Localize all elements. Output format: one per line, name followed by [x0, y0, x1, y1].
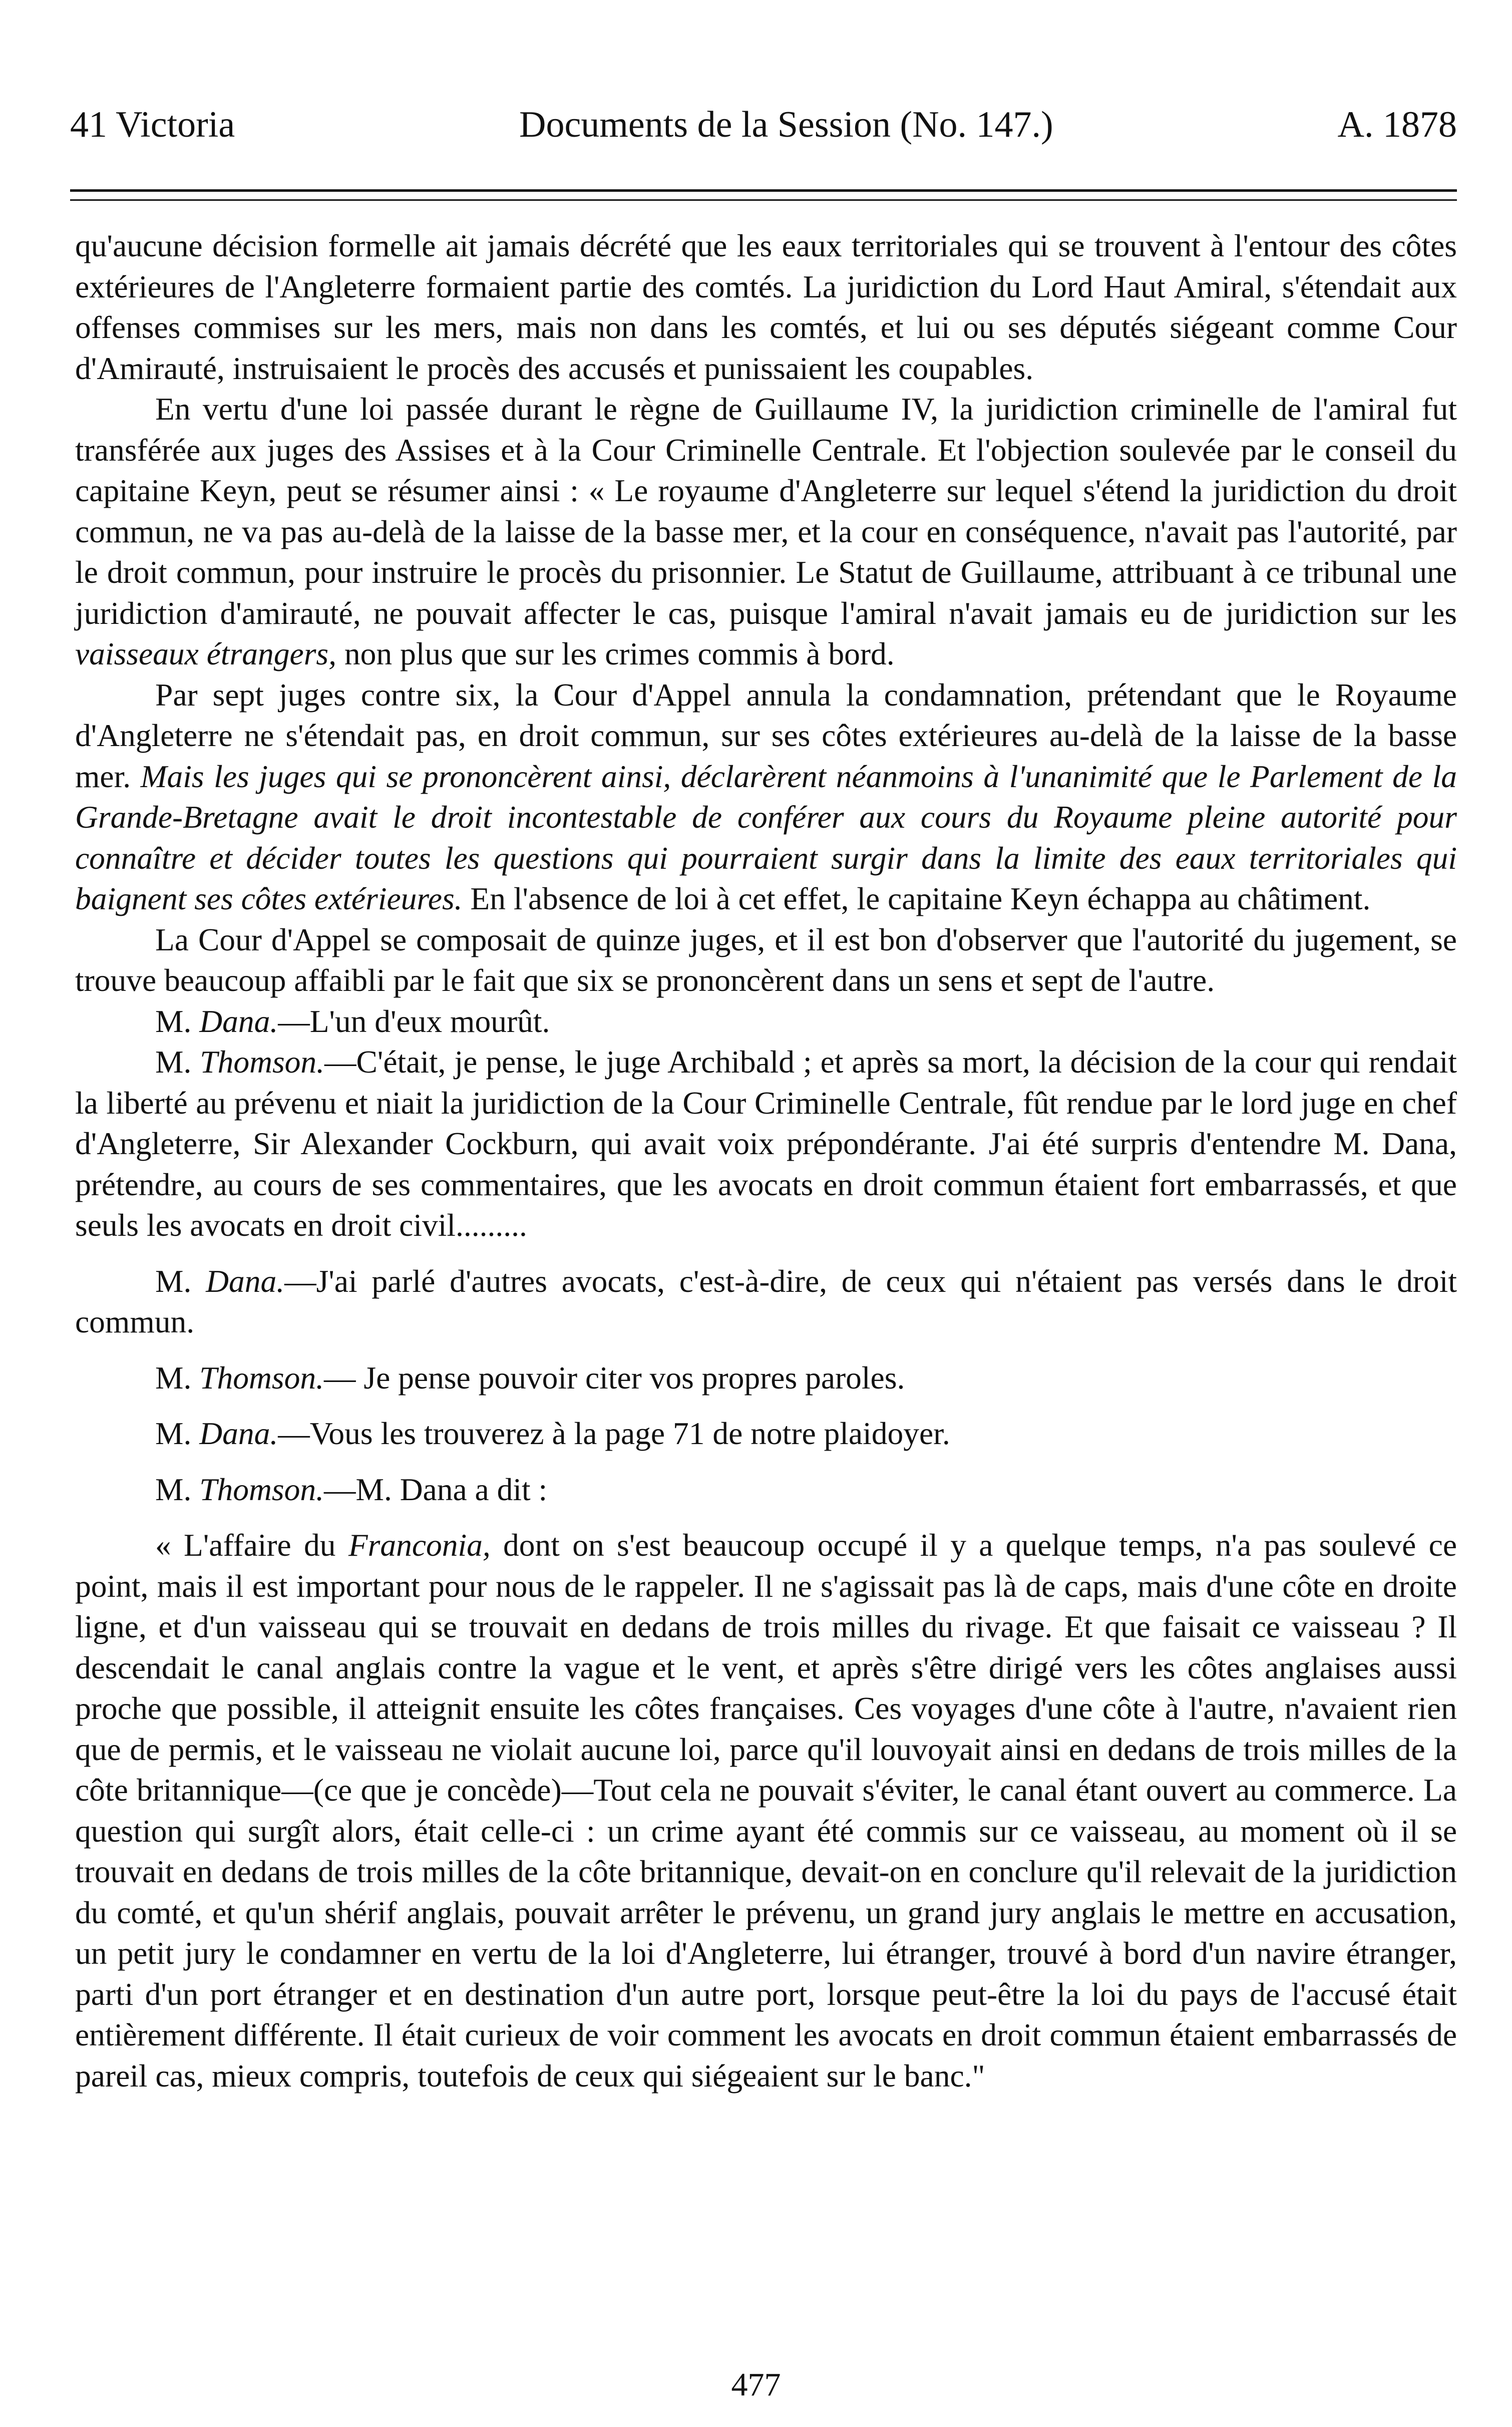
paragraph-text: —Vous les trouverez à la page 71 de notre plaidoyer.: [278, 1416, 950, 1451]
header-left: 41 Victoria: [70, 104, 235, 145]
header-rule-thick: [70, 189, 1457, 192]
paragraph-text: —M. Dana a dit :: [323, 1471, 548, 1507]
paragraph-text: qu'aucune décision formelle ait jamais décrété que les eaux territoriales qui se trouvent à l'entour des côtes extérieures de l'Angleterre formaient partie des comtés. La juridiction du Lord Haut Amiral, s'étendait aux offenses commises sur les mers, mais non dans les comtés, et lui ou ses députés siégeant comme Cour d'Amirauté, instruisaient le procès des accusés et punissaient les coupables.: [75, 228, 1457, 386]
paragraph-text: dont on s'est beaucoup occupé il y a quelque temps, n'a pas soulevé ce point, mais il est important pour nous de le rappeler. Il ne s'agissait pas là de caps, mais d'une côte en droite ligne, et d'un vaisseau qui se trouvait en dedans de trois milles du rivage. Et que faisait ce vaisseau ? Il descendait le canal anglais contre la vague et le vent, et après s'être dirigé vers les côtes anglaises aussi proche que possible, il atteignit ensuite les côtes françaises. Ces voyages d'une côte à l'autre, n'avaient rien que de permis, et le vaisseau ne violait aucune loi, parce qu'il louvoyait ainsi en dedans de trois milles de la côte britannique—(ce que je concède)—Tout cela ne pouvait s'éviter, le canal étant ouvert au commerce. La question qui surgît alors, était celle-ci : un crime ayant été commis sur ce vaisseau, au moment où il se trouvait en dedans de trois milles de la côte britannique, devait-on en conclure qu'il relevait de la juridiction du comté, et qu'un shérif anglais, pouvait arrêter le prévenu, un grand jury anglais le mettre en accusation, un petit jury le condamner en vertu de la loi d'Angleterre, lui étranger, trouvé à bord d'un navire étranger, parti d'un port étranger et en destination d'un autre port, lorsque peut-être la loi du pays de l'accusé était entièrement différente. Il était curieux de voir comment les avocats en droit commun étaient embarrassés de pareil cas, mieux compris, toutefois de ceux qui siégeaient sur le banc.": [75, 1527, 1457, 2094]
dialogue-paragraph: [75, 1261, 1457, 1342]
paragraph-text: La Cour d'Appel se composait de quinze juges, et il est bon d'observer que l'autorité du jugement, se trouve beaucoup affaibli par le fait que six se prononcèrent dans un sens et sept de l'autre.: [75, 921, 1457, 998]
body-text: [75, 225, 1457, 2096]
paragraph: [75, 225, 1457, 389]
page-number: 477: [731, 2366, 781, 2403]
dialogue-paragraph: [75, 1469, 1457, 1510]
paragraph: [75, 674, 1457, 919]
paragraph-text: —L'un d'eux mourût.: [278, 1003, 550, 1039]
speaker-prefix: M.: [155, 1003, 200, 1039]
speaker-name: Dana.: [199, 1416, 278, 1451]
paragraph-text: Par sept juges contre six, la Cour d'Appel annula la condamnation, prétendant que le Royaume d'Angleterre ne s'étendait pas, en droit commun, sur ses côtes extérieures au-delà de la laisse de la basse mer.: [75, 676, 1457, 794]
running-header: [70, 106, 1457, 143]
paragraph: [75, 389, 1457, 674]
dialogue-paragraph: [75, 1357, 1457, 1399]
paragraph-text: En l'absence de loi à cet effet, le capitaine Keyn échappa au châtiment.: [462, 881, 1371, 916]
speaker-name: Dana.: [206, 1263, 285, 1299]
paragraph-text: —C'était, je pense, le juge Archibald ; et après sa mort, la décision de la cour qui rendait la liberté au prévenu et niait la juridiction de la Cour Criminelle Centrale, fût rendue par le lord juge en chef d'Angleterre, Sir Alexander Cockburn, qui avait voix prépondérante. J'ai été surpris d'entendre M. Dana, prétendre, au cours de ses commentaires, que les avocats en droit commun étaient fort embarrassés, et que seuls les avocats en droit civil.........: [75, 1044, 1457, 1243]
speaker-name: Dana.: [199, 1003, 278, 1039]
emphasis-text: Mais les juges qui se prononcèrent ainsi, déclarèrent néanmoins à l'unanimité que le Parlement de la Grande-Bretagne avait le droit incontestable de conférer aux cours du Royaume pleine autorité pour connaître et décider toutes les questions qui pourraient surgir dans la limite des eaux territoriales qui baignent ses côtes extérieures.: [75, 758, 1457, 916]
speaker-name: Thomson.: [199, 1359, 324, 1396]
dialogue-paragraph: [75, 1413, 1457, 1454]
dialogue-paragraph: [75, 1042, 1457, 1246]
header-rule-thin: [70, 199, 1457, 201]
paragraph-text: En vertu d'une loi passée durant le règne de Guillaume IV, la juridiction criminelle de l'amiral fut transférée aux juges des Assises et à la Cour Criminelle Centrale. Et l'objection soulevée par le conseil du capitaine Keyn, peut se résumer ainsi : « Le royaume d'Angleterre sur lequel s'étend la juridiction du droit commun, ne va pas au-delà de la laisse de la basse mer, et la cour en conséquence, n'avait pas l'autorité, par le droit commun, pour instruire le procès du prisonnier. Le Statut de Guillaume, attribuant à ce tribunal une juridiction d'amirauté, ne pouvait affecter le cas, puisque l'amiral n'avait jamais eu de juridiction sur les: [75, 391, 1457, 631]
quotation-paragraph: [75, 1525, 1457, 2096]
emphasis-text: vaisseaux étrangers,: [75, 636, 337, 671]
speaker-prefix: M.: [155, 1416, 200, 1451]
speaker-name: Thomson.: [200, 1044, 325, 1080]
paragraph: [75, 919, 1457, 1001]
header-right: A. 1878: [1337, 104, 1457, 145]
speaker-name: Thomson.: [199, 1471, 324, 1507]
emphasis-text: Franconia,: [348, 1527, 491, 1563]
speaker-prefix: M.: [155, 1471, 200, 1507]
paragraph-text: non plus que sur les crimes commis à bord.: [336, 636, 895, 671]
header-center: Documents de la Session (No. 147.): [519, 104, 1053, 145]
paragraph-text: — Je pense pouvoir citer vos propres paroles.: [323, 1359, 905, 1396]
speaker-prefix: M.: [155, 1263, 206, 1299]
paragraph-text: —J'ai parlé d'autres avocats, c'est-à-dire, de ceux qui n'étaient pas versés dans le droit commun.: [75, 1263, 1457, 1339]
speaker-prefix: M.: [155, 1359, 200, 1396]
speaker-prefix: M.: [155, 1044, 200, 1080]
dialogue-paragraph: [75, 1001, 1457, 1042]
paragraph-text: « L'affaire du: [155, 1527, 348, 1563]
